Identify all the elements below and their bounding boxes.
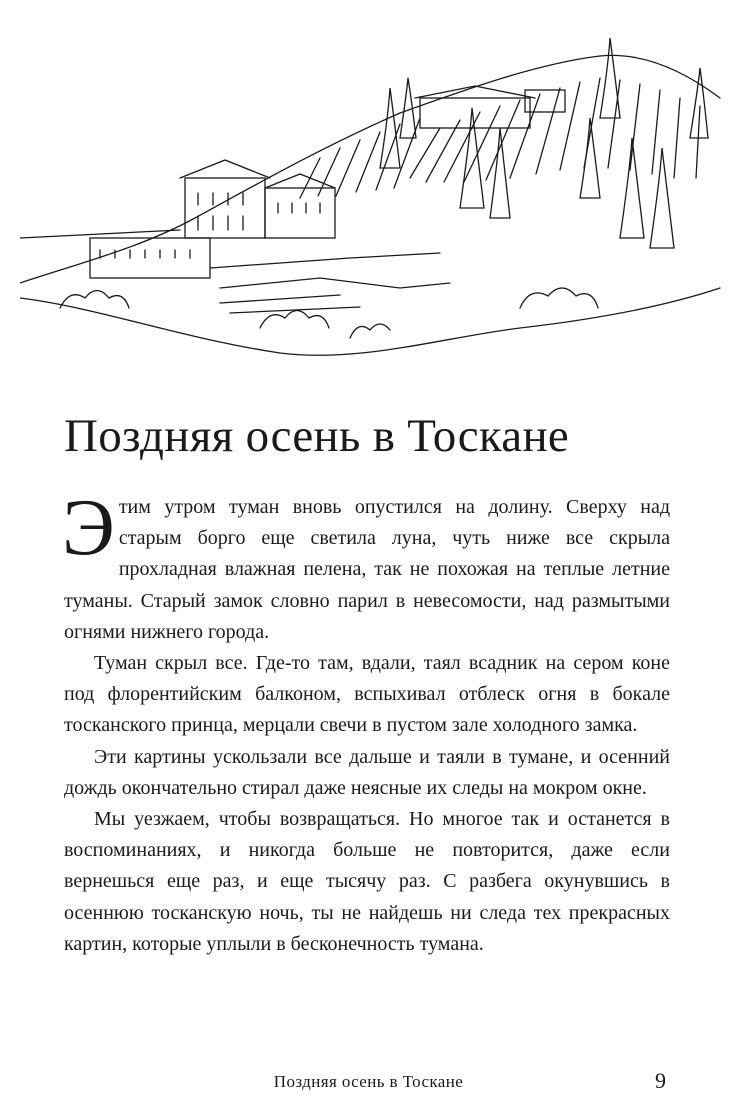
paragraph-3: Эти картины ускользали все дальше и таяли в тумане, и осенний дождь окончательно стирал даже неясные их следы на мокром окне. [64,745,670,799]
chapter-body [62,484,670,960]
drop-cap: Э [62,484,115,572]
paragraph-2: Туман скрыл все. Где-то там, вдали, таял всадник на сером коне под флорентийским балконом, вспыхивал отблеск огня в бокале тосканского принца, мерцали свечи в пустом зале холодного замка. [64,652,670,737]
running-title: Поздняя осень в Тоскане [273,1072,464,1091]
tuscan-hillside-illustration [20,8,730,368]
paragraph-1: Сверху над старым борго еще светила луна, чуть ниже все скрыла прохладная влажная пелена, так не похожая на теплые летние туманы. Старый замок словно парил в невесомости, над размытыми огнями нижнего города. [64,496,670,643]
first-line-text: тим утром туман вновь опустился на долину. [118,496,553,518]
first-paragraph [62,484,670,648]
paragraph-4: Мы уезжаем, чтобы возвращаться. Но многое так и останется в воспоминаниях, и никогда больше не повторится, даже если вернешься еще раз, и еще тысячу раз. С разбега окунувшись в осеннюю тосканскую ночь, ты не найдешь ни следа тех прекрасных картин, которые уплыли в бесконечность тумана. [64,808,670,955]
page-number: 9 [655,1068,666,1093]
chapter-title: Поздняя осень в Тоскане [64,410,570,462]
